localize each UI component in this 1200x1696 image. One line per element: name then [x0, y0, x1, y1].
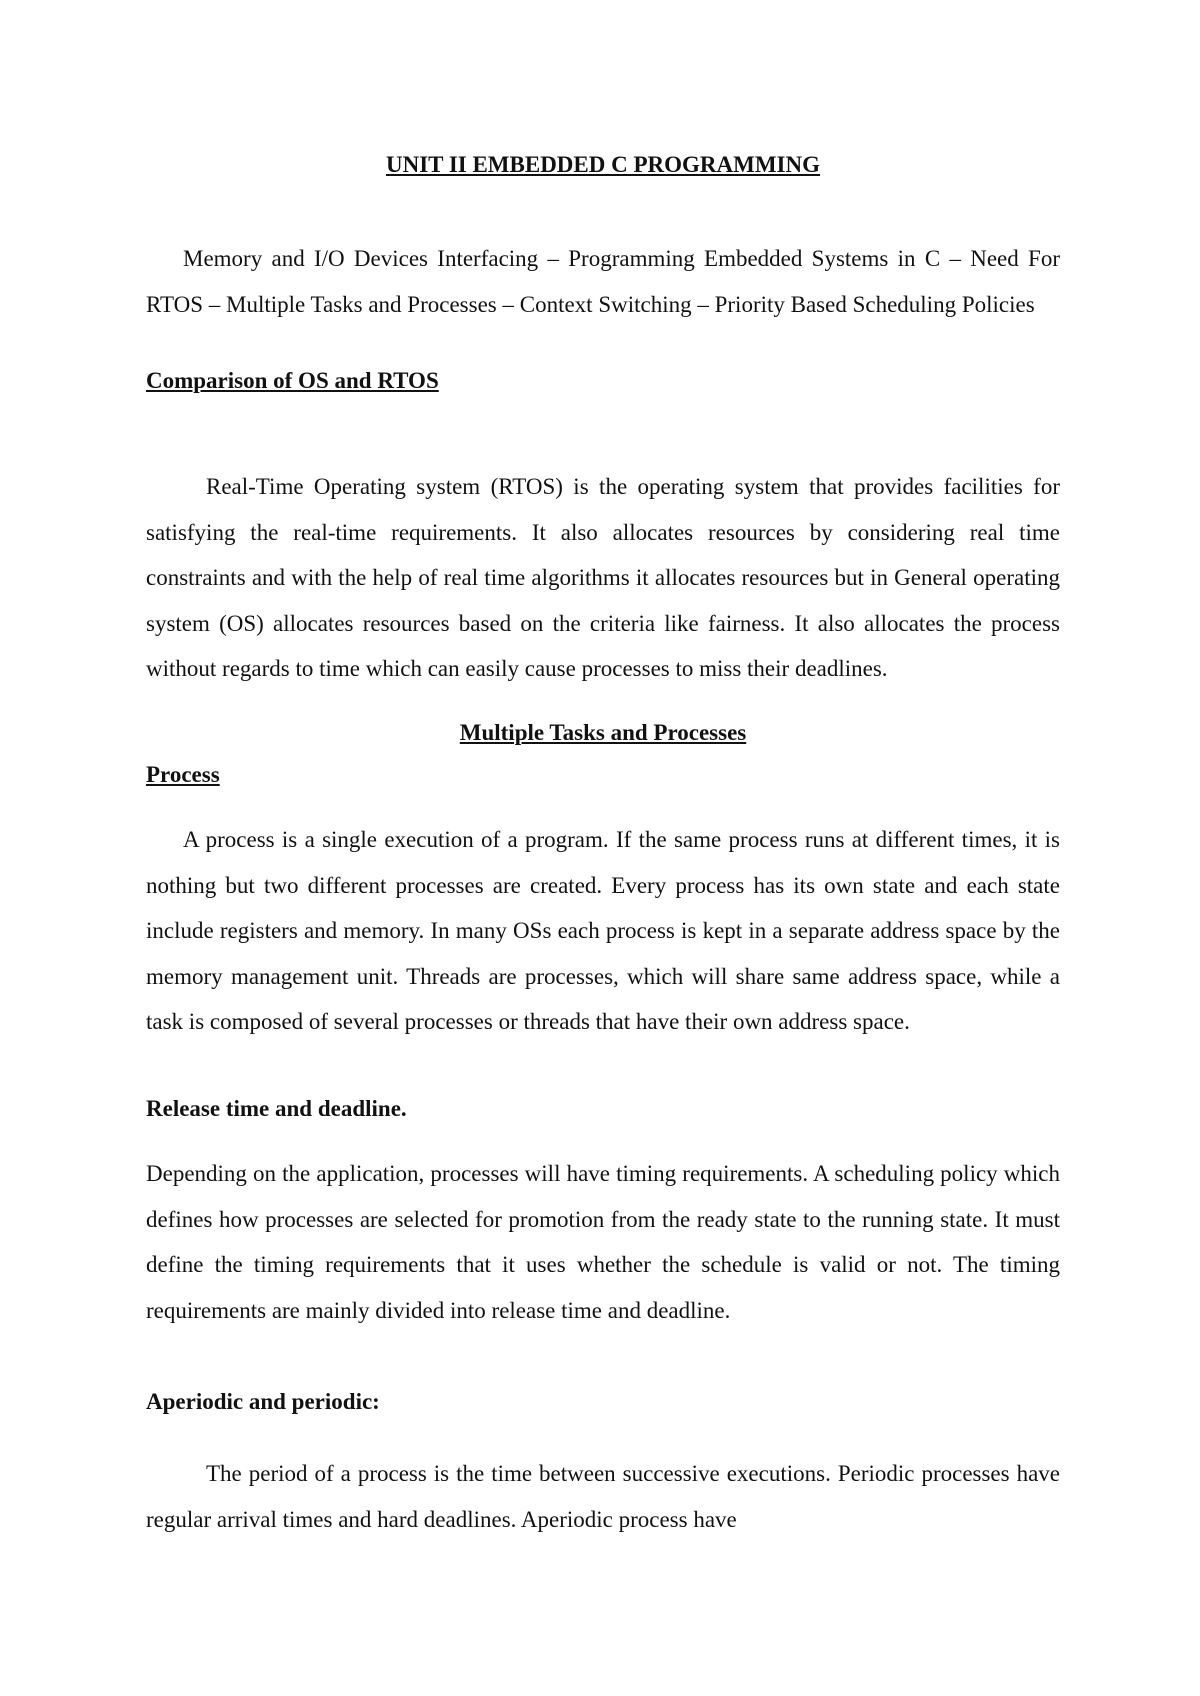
multiple-tasks-heading: Multiple Tasks and Processes	[459, 720, 747, 745]
comparison-heading: Comparison of OS and RTOS	[146, 368, 439, 393]
release-time-heading: Release time and deadline.	[146, 1096, 407, 1121]
document-title: UNIT II EMBEDDED C PROGRAMMING	[385, 152, 821, 177]
syllabus-paragraph: Memory and I/O Devices Interfacing – Programming Embedded Systems in C – Need For RTOS – Multiple Tasks and Processes – Context Switching – Priority Based Scheduling Policies	[146, 246, 1060, 317]
release-time-paragraph: Depending on the application, processes will have timing requirements. A scheduling policy which defines how processes are selected for promotion from the ready state to the running state. It must define the timing requirements that it uses whether the schedule is valid or not. The timing requirements are mainly divided into release time and deadline.	[146, 1161, 1060, 1323]
process-paragraph: A process is a single execution of a program. If the same process runs at different times, it is nothing but two different processes are created. Every process has its own state and each state include registers and memory. In many OSs each process is kept in a separate address space by the memory management unit. Threads are processes, which will share same address space, while a task is composed of several processes or threads that have their own address space.	[146, 827, 1060, 1034]
comparison-paragraph: Real-Time Operating system (RTOS) is the operating system that provides facilities for satisfying the real-time requirements. It also allocates resources by considering real time constraints and with the help of real time algorithms it allocates resources but in General operating system (OS) allocates resources based on the criteria like fairness. It also allocates the process without regards to time which can easily cause processes to miss their deadlines.	[146, 474, 1060, 681]
aperiodic-paragraph: The period of a process is the time between successive executions. Periodic processes have regular arrival times and hard deadlines. Aperiodic process have	[146, 1461, 1060, 1532]
aperiodic-heading: Aperiodic and periodic:	[146, 1389, 380, 1414]
process-heading: Process	[146, 762, 220, 787]
